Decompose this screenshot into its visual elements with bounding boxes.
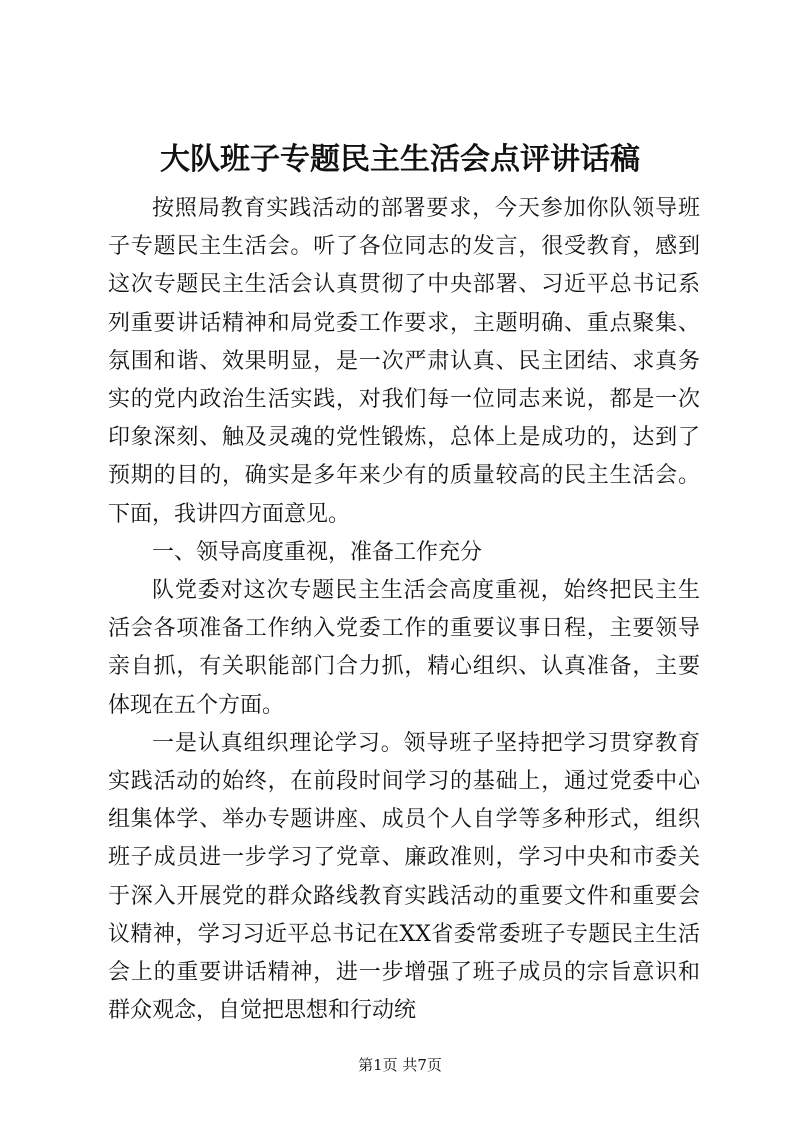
paragraph-theory-study: 一是认真组织理论学习。领导班子坚持把学习贯穿教育实践活动的始终，在前段时间学习的基础上，通过党委中心组集体学、举办专题讲座、成员个人自学等多种形式，组织班子成员进一步学习了党章、廉政准则，学习中央和市委关于深入开展党的群众路线教育实践活动的重要文件和重要会议精神，学习习近平总书记在XX省委常委班子专题民主生活会上的重要讲话精神，进一步增强了班子成员的宗旨意识和群众观念，自觉把思想和行动统 bbox=[108, 730, 700, 1024]
section-heading-1: 一、领导高度重视，准备工作充分 bbox=[152, 539, 483, 565]
paragraph-section-1: 队党委对这次专题民主生活会高度重视，始终把民主生活会各项准备工作纳入党委工作的重要议事日程，主要领导亲自抓，有关职能部门合力抓，精心组织、认真准备，主要体现在五个方面。 bbox=[108, 578, 700, 718]
paragraph-intro: 按照局教育实践活动的部署要求，今天参加你队领导班子专题民主生活会。听了各位同志的发言，很受教育，感到这次专题民主生活会认真贯彻了中央部署、习近平总书记系列重要讲话精神和局党委工作要求，主题明确、重点聚集、氛围和谐、效果明显，是一次严肃认真、民主团结、求真务实的党内政治生活实践，对我们每一位同志来说，都是一次印象深刻、触及灵魂的党性锻炼，总体上是成功的，达到了预期的目的，确实是多年来少有的质量较高的民主生活会。下面，我讲四方面意见。 bbox=[108, 196, 700, 527]
document-title: 大队班子专题民主生活会点评讲话稿 bbox=[160, 142, 640, 177]
document-body bbox=[108, 190, 700, 1030]
page-number-footer: 第1页 共7页 bbox=[358, 1056, 442, 1074]
